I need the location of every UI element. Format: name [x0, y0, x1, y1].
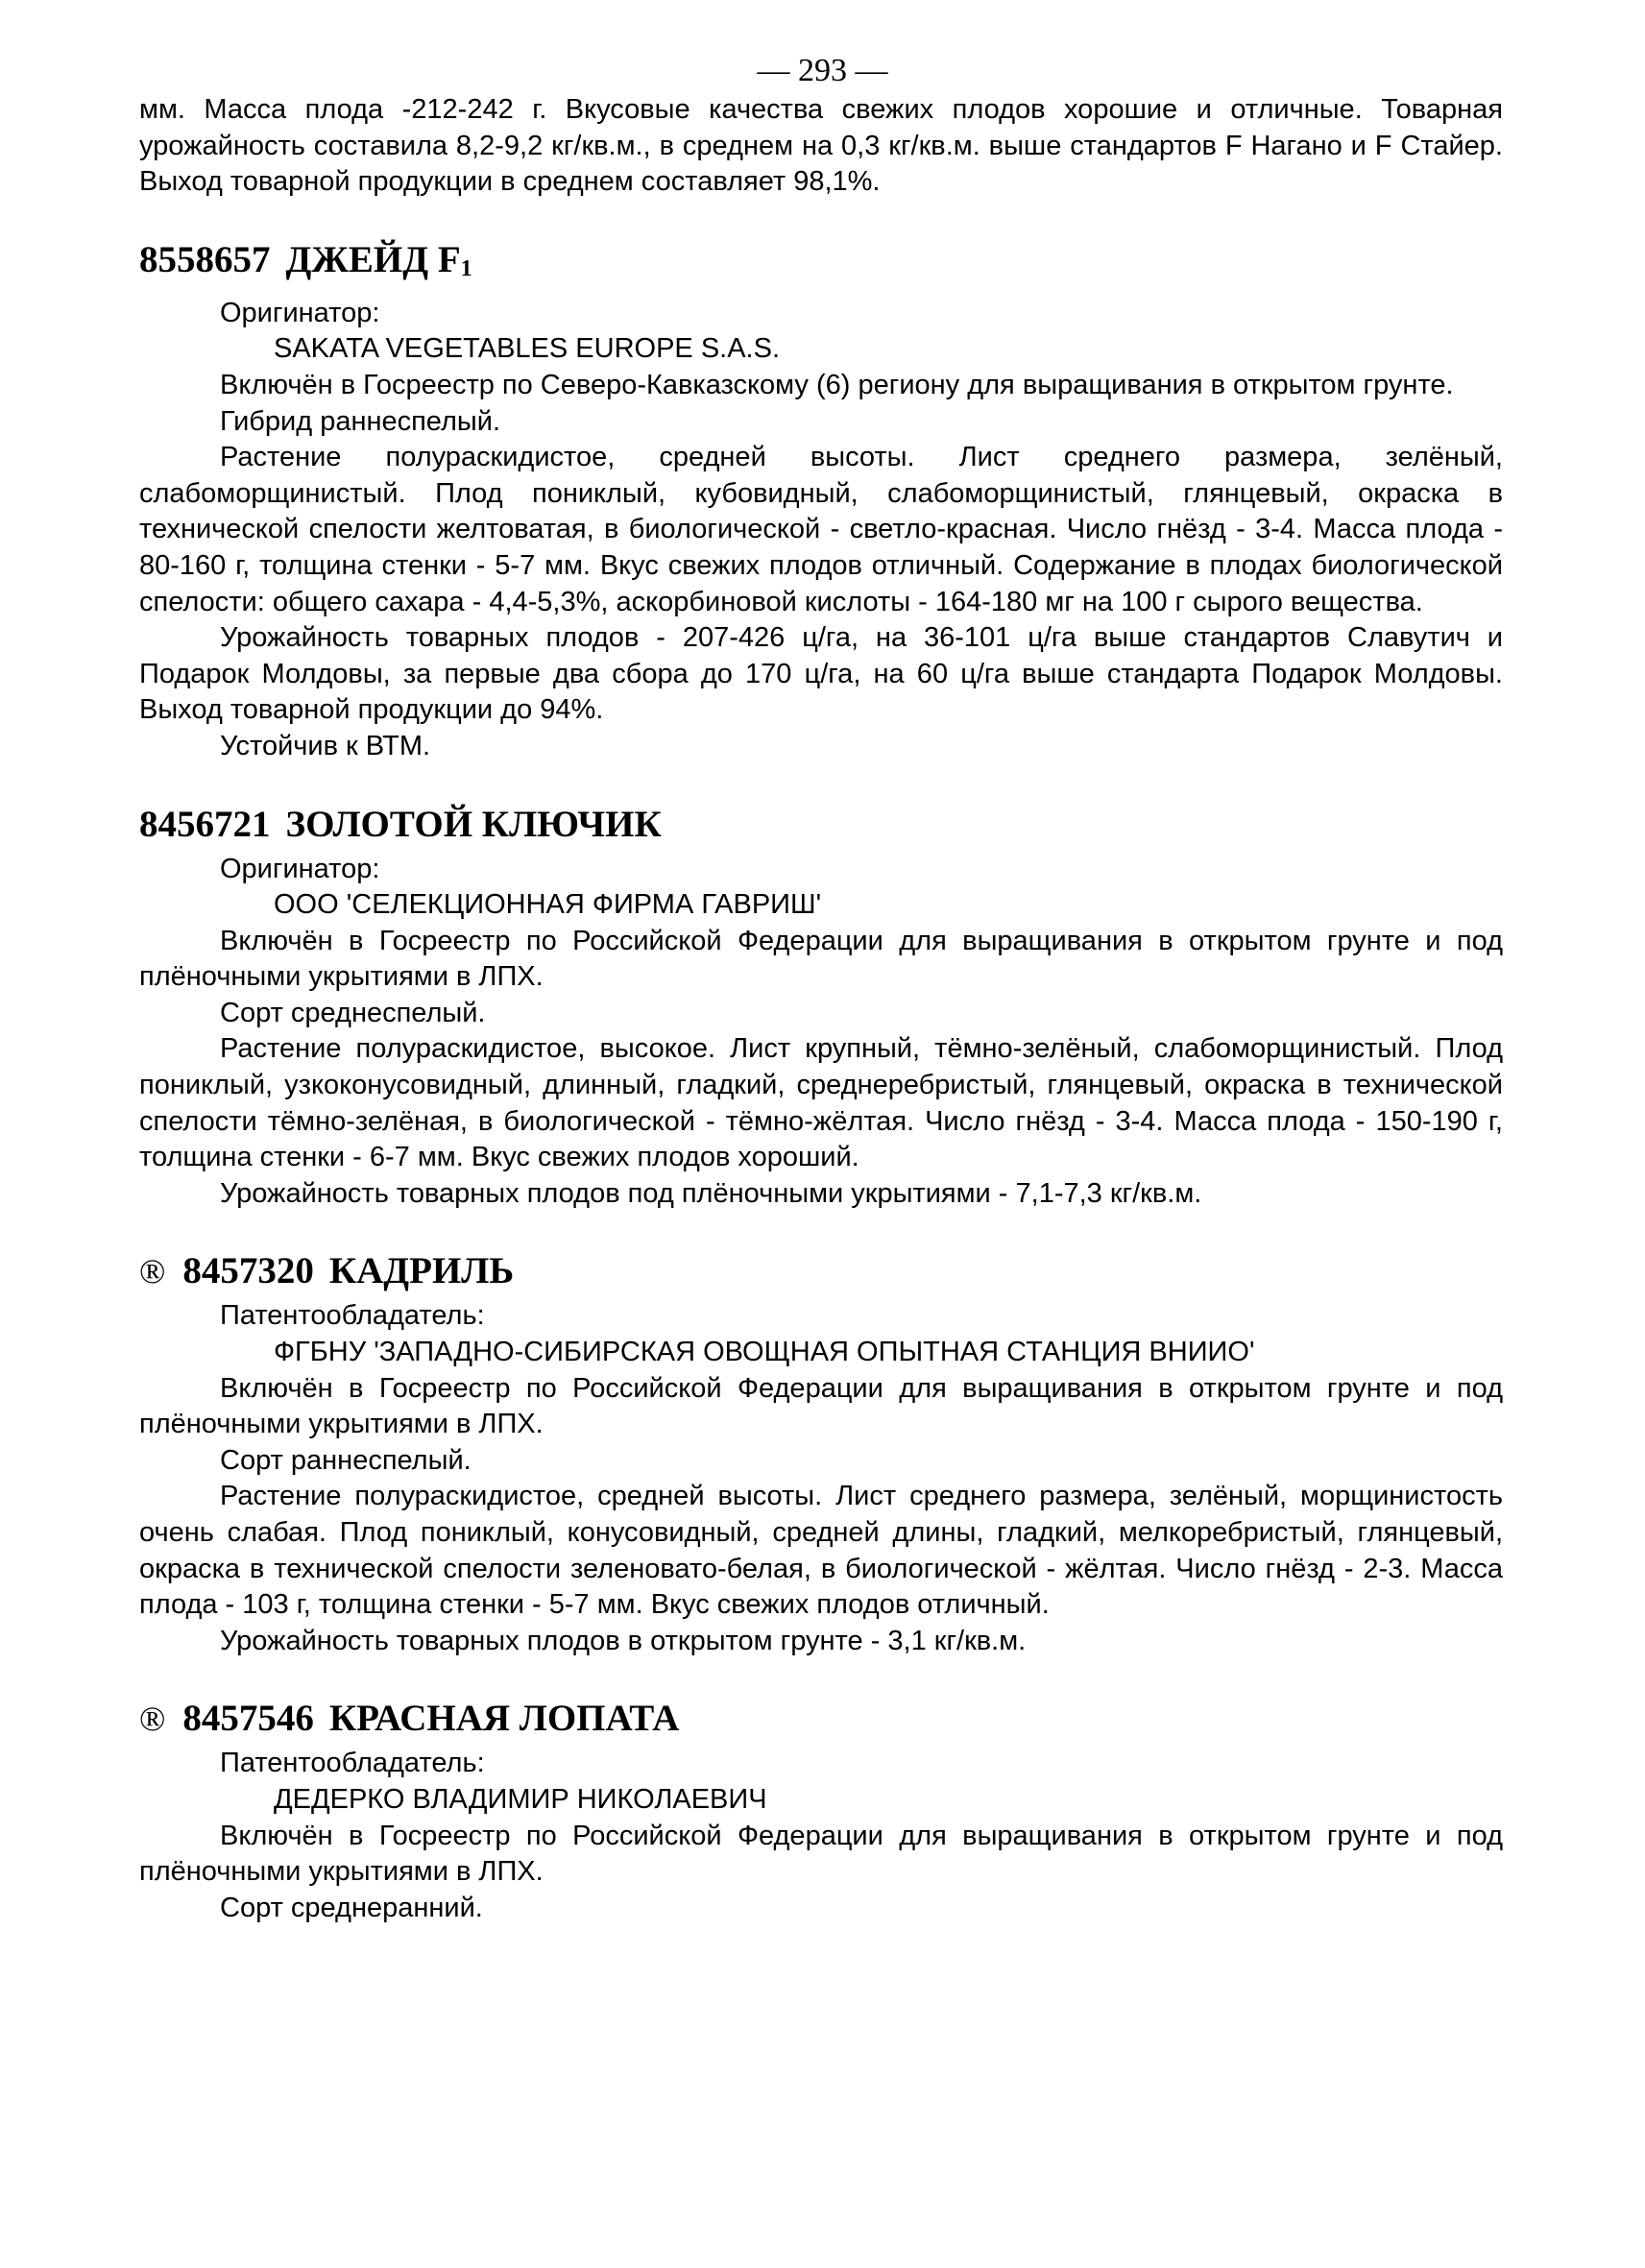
registry-paragraph: Включён в Госреестр по Российской Федерации для выращивания в открытом грунте и под плёночными укрытиями в ЛПХ.	[139, 1372, 1503, 1440]
maturity-paragraph: Сорт раннеспелый.	[220, 1444, 472, 1476]
variety-name: ДЖЕЙД F	[285, 238, 461, 280]
holder-label: Патентообладатель:	[220, 1748, 485, 1779]
variety-heading	[139, 237, 1503, 292]
variety-entry	[139, 1696, 1503, 1926]
variety-code: 8456721	[139, 803, 271, 845]
registered-mark-icon: ®	[139, 1700, 166, 1739]
variety-entry	[139, 802, 1503, 1213]
holder-label: Оригинатор:	[220, 297, 380, 328]
variety-heading	[139, 1696, 1503, 1742]
description-paragraph: Растение полураскидистое, средней высоты. Лист среднего размера, зелёный, морщинистость очень слабая. Плод пониклый, конусовидный, средней длины, гладкий, мелкоребристый, глянцевый, окраска в технической спелости зеленовато-белая, в биологической - жёлтая. Число гнёзд - 2-3. Масса плода - 103 г, толщина стенки - 5-7 мм. Вкус свежих плодов отличный.	[139, 1481, 1503, 1621]
variety-name: ЗОЛОТОЙ КЛЮЧИК	[285, 803, 662, 845]
holder-label: Оригинатор:	[220, 853, 380, 884]
registry-paragraph: Включён в Госреестр по Российской Федерации для выращивания в открытом грунте и под плёночными укрытиями в ЛПХ.	[139, 1820, 1503, 1888]
holder-name: ООО 'СЕЛЕКЦИОННАЯ ФИРМА ГАВРИШ'	[274, 889, 822, 921]
yield-paragraph: Урожайность товарных плодов под плёночными укрытиями - 7,1-7,3 кг/кв.м.	[220, 1177, 1202, 1209]
page-number: — 293 —	[757, 53, 888, 88]
variety-entry	[139, 237, 1503, 765]
intro-paragraph: мм. Масса плода -212-242 г. Вкусовые качества свежих плодов хорошие и отличные. Товарная урожайность составила 8,2-9,2 кг/кв.м., в среднем на 0,3 кг/кв.м. выше стандартов F Нагано и F Стайер. Выход товарной продукции в среднем составляет 98,1%.	[139, 94, 1503, 198]
holder-name: ФГБНУ 'ЗАПАДНО-СИБИРСКАЯ ОВОЩНАЯ ОПЫТНАЯ СТАНЦИЯ ВНИИО'	[274, 1337, 1255, 1368]
yield-paragraph: Урожайность товарных плодов - 207-426 ц/га, на 36-101 ц/га выше стандартов Славутич и Подарок Молдовы, за первые два сбора до 170 ц/га, на 60 ц/га выше стандарта Подарок Молдовы. Выход товарной продукции до 94%.	[139, 622, 1503, 726]
resistance-paragraph: Устойчив к ВТМ.	[220, 730, 431, 761]
holder-label: Патентообладатель:	[220, 1300, 485, 1332]
variety-code: 8457320	[182, 1250, 314, 1292]
yield-paragraph: Урожайность товарных плодов в открытом грунте - 3,1 кг/кв.м.	[220, 1625, 1027, 1656]
variety-code: 8457546	[182, 1698, 314, 1740]
variety-heading	[139, 1248, 1503, 1294]
holder-name: ДЕДЕРКО ВЛАДИМИР НИКОЛАЕВИЧ	[274, 1783, 767, 1815]
variety-code: 8558657	[139, 238, 271, 280]
maturity-paragraph: Сорт среднеранний.	[220, 1892, 483, 1923]
variety-name-subscript: 1	[460, 255, 472, 281]
variety-heading	[139, 802, 1503, 848]
registry-paragraph: Включён в Госреестр по Северо-Кавказскому (6) региону для выращивания в открытом грунте.	[220, 369, 1454, 400]
variety-name: КАДРИЛЬ	[328, 1250, 515, 1292]
description-paragraph: Растение полураскидистое, средней высоты. Лист среднего размера, зелёный, слабоморщинистый. Плод пониклый, кубовидный, слабоморщинистый, глянцевый, окраска в технической спелости желтоватая, в биологической - светло-красная. Число гнёзд - 3-4. Масса плода - 80-160 г, толщина стенки - 5-7 мм. Вкус свежих плодов отличный. Содержание в плодах биологической спелости: общего сахара - 4,4-5,3%, аскорбиновой кислоты - 164-180 мг на 100 г сырого вещества.	[139, 442, 1503, 617]
registered-mark-icon: ®	[139, 1252, 166, 1291]
description-paragraph: Растение полураскидистое, высокое. Лист крупный, тёмно-зелёный, слабоморщинистый. Плод пониклый, узкоконусовидный, длинный, гладкий, среднеребристый, глянцевый, окраска в технической спелости тёмно-зелёная, в биологической - тёмно-жёлтая. Число гнёзд - 3-4. Масса плода - 150-190 г, толщина стенки - 6-7 мм. Вкус свежих плодов хороший.	[139, 1033, 1503, 1173]
variety-name: КРАСНАЯ ЛОПАТА	[328, 1698, 680, 1740]
registry-paragraph: Включён в Госреестр по Российской Федерации для выращивания в открытом грунте и под плёночными укрытиями в ЛПХ.	[139, 925, 1503, 993]
maturity-paragraph: Гибрид раннеспелый.	[220, 405, 500, 437]
maturity-paragraph: Сорт среднеспелый.	[220, 997, 486, 1028]
variety-entry	[139, 1248, 1503, 1659]
document-page	[139, 50, 1503, 1926]
holder-name: SAKATA VEGETABLES EUROPE S.A.S.	[274, 333, 781, 365]
